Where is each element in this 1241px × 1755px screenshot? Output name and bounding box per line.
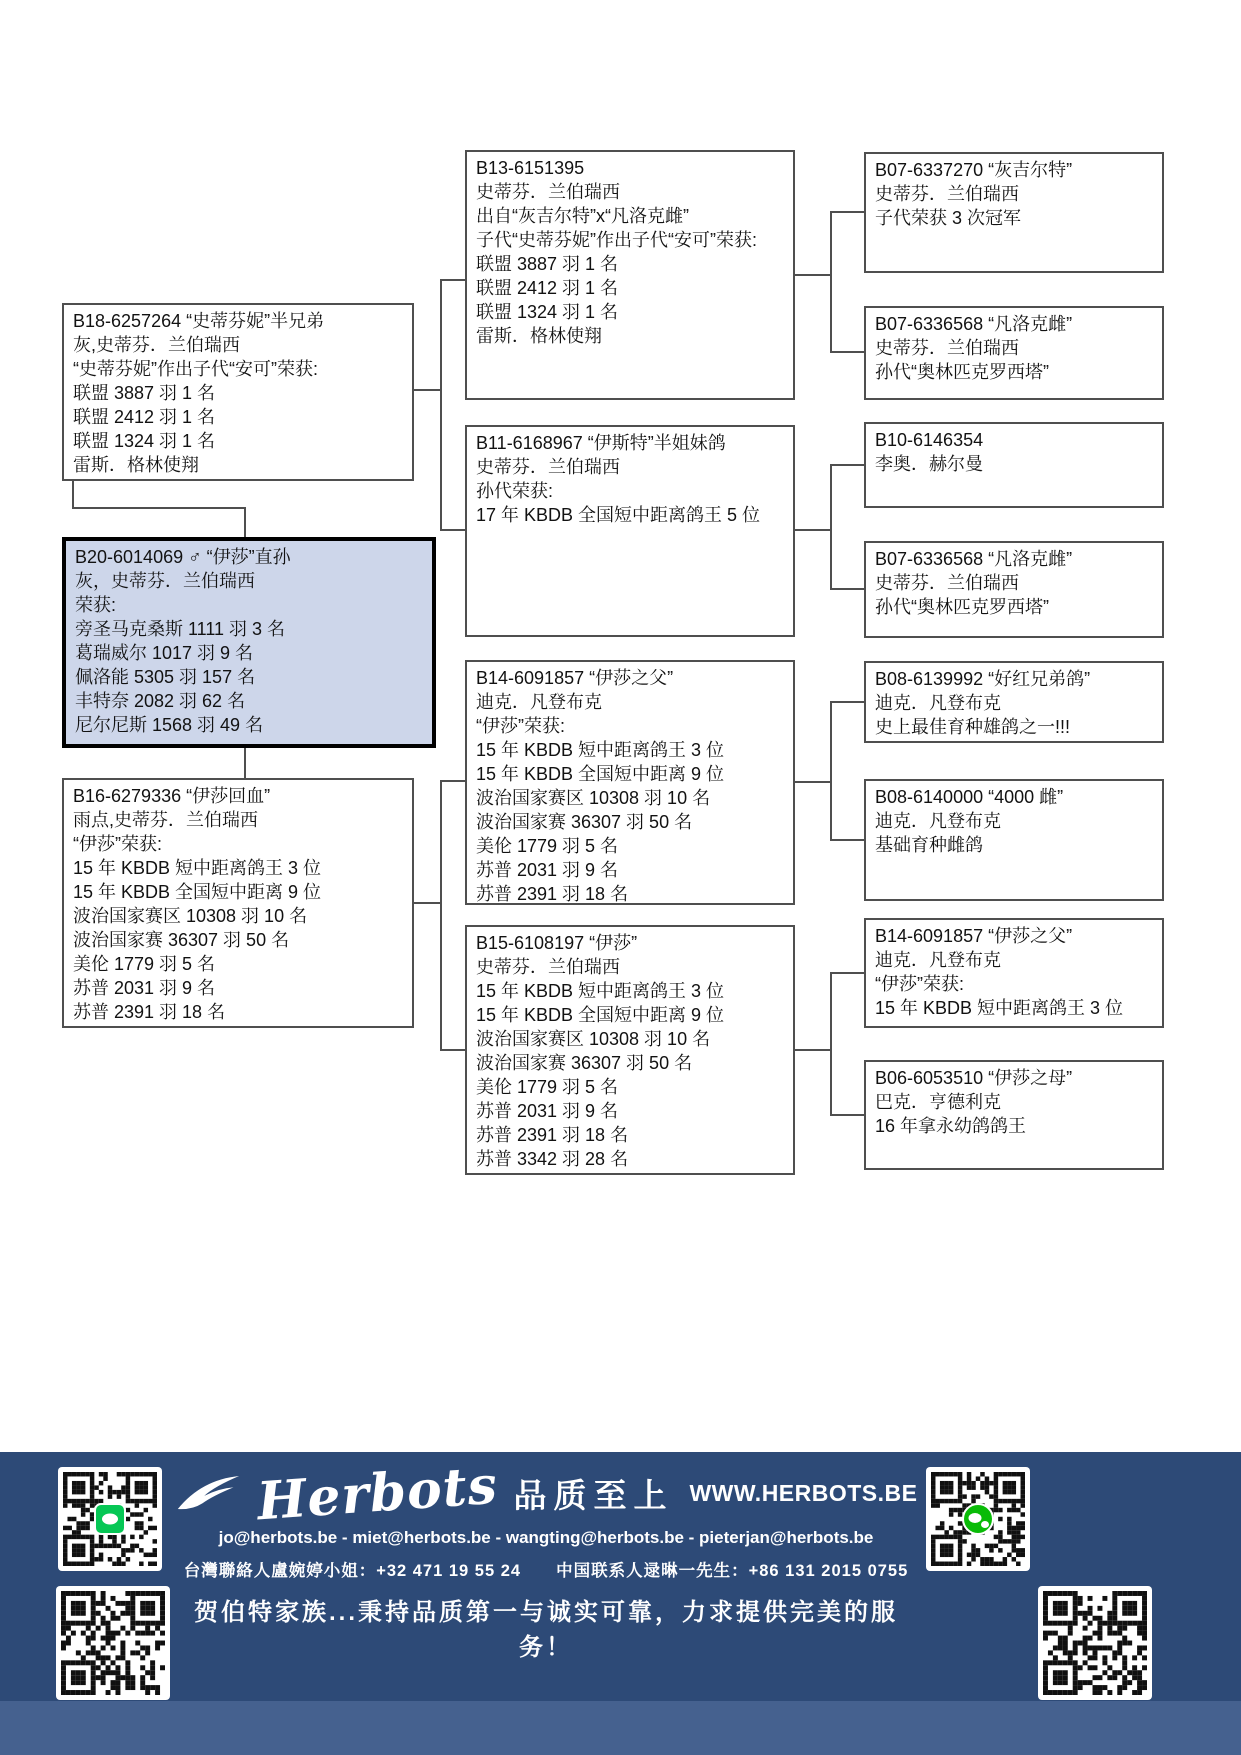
- connector-line: [830, 351, 864, 353]
- pedigree-text-line: 15 年 KBDB 短中距离鸽王 3 位: [73, 858, 322, 878]
- pedigree-text-line: 苏普 2031 羽 9 名: [476, 860, 619, 880]
- connector-line: [72, 507, 246, 509]
- pedigree-box-b20-subject: [62, 537, 436, 748]
- pedigree-box-b18: [62, 303, 414, 481]
- pedigree-text-line: 波治国家赛区 10308 羽 10 名: [476, 788, 711, 808]
- connector-line: [440, 780, 465, 782]
- pedigree-text-line: 子代荣获 3 次冠军: [875, 208, 1022, 228]
- pedigree-box-b07-valock: [864, 306, 1164, 400]
- pedigree-text-line: 联盟 1324 羽 1 名: [476, 302, 619, 322]
- pedigree-text-line: 苏普 3342 羽 28 名: [476, 1149, 629, 1169]
- pedigree-text-line: 旁圣马克桑斯 1111 羽 3 名: [75, 619, 286, 639]
- pedigree-text-line: 史蒂芬．兰伯瑞西: [476, 457, 620, 477]
- connector-line: [440, 1049, 465, 1051]
- connector-line: [72, 481, 74, 509]
- pedigree-text-line: 雨点,史蒂芬．兰伯瑞西: [73, 810, 258, 830]
- pedigree-text-line: B14-6091857 “伊莎之父”: [875, 926, 1073, 946]
- pedigree-box-b06-mother: [864, 1060, 1164, 1170]
- connector-line: [440, 780, 442, 1051]
- herbots-logo: Herbots: [254, 1454, 500, 1532]
- pedigree-text-line: B14-6091857 “伊莎之父”: [476, 668, 674, 688]
- qr-code-right-bottom: [1038, 1586, 1152, 1700]
- pedigree-text-line: B15-6108197 “伊莎”: [476, 933, 638, 953]
- pedigree-text-line: 15 年 KBDB 短中距离鸽王 3 位: [476, 981, 725, 1001]
- connector-line: [830, 464, 864, 466]
- pedigree-text-line: 迪克．凡登布克: [875, 811, 1001, 831]
- pedigree-text-line: 波治国家赛 36307 羽 50 名: [476, 1053, 693, 1073]
- pedigree-text-line: 苏普 2391 羽 18 名: [73, 1002, 226, 1022]
- pedigree-text-line: 雷斯．格林使翔: [476, 326, 602, 346]
- pedigree-text-line: 苏普 2031 羽 9 名: [73, 978, 216, 998]
- pedigree-text-line: B18-6257264 “史蒂芬妮”半兄弟: [73, 311, 325, 331]
- connector-line: [830, 211, 832, 353]
- pedigree-text-line: 佩洛能 5305 羽 157 名: [75, 667, 256, 687]
- pedigree-text-line: B10-6146354: [875, 430, 984, 450]
- pedigree-text-line: 迪克．凡登布克: [875, 950, 1001, 970]
- footer-bottom-strip: [0, 1701, 1241, 1755]
- wechat-icon: [962, 1503, 994, 1535]
- pedigree-text-line: 巴克．亨德利克: [875, 1092, 1001, 1112]
- connector-line: [795, 529, 831, 531]
- pedigree-text-line: 16 年拿永幼鸽鸽王: [875, 1116, 1027, 1136]
- connector-line: [830, 839, 864, 841]
- pedigree-text-line: 雷斯．格林使翔: [73, 455, 199, 475]
- connector-line: [414, 902, 440, 904]
- pedigree-text-line: B20-6014069 ♂ “伊莎”直孙: [75, 547, 291, 567]
- pedigree-text-line: 联盟 2412 羽 1 名: [73, 407, 216, 427]
- footer-tagline: 品质至上: [513, 1476, 674, 1514]
- footer-center: [172, 1452, 920, 1701]
- connector-line: [830, 701, 832, 841]
- pedigree-text-line: 葛瑞威尔 1017 羽 9 名: [75, 643, 254, 663]
- connector-line: [830, 972, 832, 1116]
- pedigree-text-line: B08-6139992 “好红兄弟鸽”: [875, 669, 1091, 689]
- pedigree-text-line: 子代“史蒂芬妮”作出子代“安可”荣获:: [476, 230, 757, 250]
- pedigree-text-line: 基础育种雌鸽: [875, 835, 983, 855]
- pedigree-text-line: 孙代“奥林匹克罗西塔”: [875, 362, 1049, 382]
- footer-slogan: 贺伯特家族...秉持品质第一与诚实可靠，力求提供完美的服务！: [193, 1599, 898, 1661]
- pedigree-text-line: 联盟 3887 羽 1 名: [476, 254, 619, 274]
- pedigree-box-b14-father: [864, 918, 1164, 1028]
- footer-emails: jo@herbots.be - miet@herbots.be - wangting@herbots.be - pieterjan@herbots.be: [218, 1528, 874, 1547]
- qr-code-wechat: [926, 1467, 1030, 1571]
- connector-line: [830, 464, 832, 590]
- pedigree-box-b14: [465, 660, 795, 905]
- pedigree-text-line: 联盟 1324 羽 1 名: [73, 431, 216, 451]
- pedigree-text-line: B07-6336568 “凡洛克雌”: [875, 314, 1073, 334]
- pedigree-text-line: 15 年 KBDB 全国短中距离 9 位: [476, 764, 725, 784]
- pedigree-text-line: 美伦 1779 羽 5 名: [476, 836, 619, 856]
- pedigree-box-b07-valock-2: [864, 541, 1164, 638]
- pedigree-box-b08-red: [864, 661, 1164, 743]
- pedigree-text-line: 史蒂芬．兰伯瑞西: [476, 957, 620, 977]
- pedigree-text-line: 丰特奈 2082 羽 62 名: [75, 691, 246, 711]
- connector-line: [244, 748, 246, 778]
- pedigree-box-b16: [62, 778, 414, 1028]
- pedigree-text-line: 15 年 KBDB 全国短中距离 9 位: [73, 882, 322, 902]
- pedigree-text-line: 苏普 2031 羽 9 名: [476, 1101, 619, 1121]
- connector-line: [414, 389, 440, 391]
- connector-line: [830, 1114, 864, 1116]
- connector-line: [830, 972, 864, 974]
- pedigree-text-line: 美伦 1779 羽 5 名: [73, 954, 216, 974]
- connector-line: [440, 279, 465, 281]
- pedigree-text-line: 史上最佳育种雄鸽之一!!!: [875, 717, 1071, 737]
- pedigree-text-line: B06-6053510 “伊莎之母”: [875, 1068, 1073, 1088]
- connector-line: [440, 529, 465, 531]
- pedigree-text-line: 苏普 2391 羽 18 名: [476, 1125, 629, 1145]
- pedigree-text-line: 灰，史蒂芬．兰伯瑞西: [75, 571, 255, 591]
- pedigree-text-line: 史蒂芬．兰伯瑞西: [875, 338, 1019, 358]
- pedigree-text-line: 迪克．凡登布克: [476, 692, 602, 712]
- footer-website: WWW.HERBOTS.BE: [689, 1479, 918, 1506]
- pedigree-text-line: B16-6279336 “伊莎回血”: [73, 786, 271, 806]
- qr-code-line: [58, 1467, 162, 1571]
- pedigree-box-b08-4000: [864, 779, 1164, 901]
- pedigree-text-line: 灰,史蒂芬．兰伯瑞西: [73, 335, 241, 355]
- pedigree-text-line: 15 年 KBDB 短中距离鸽王 3 位: [476, 740, 725, 760]
- pedigree-text-line: B11-6168967 “伊斯特”半姐妹鸽: [476, 433, 726, 453]
- pedigree-text-line: 波治国家赛 36307 羽 50 名: [73, 930, 290, 950]
- pedigree-box-b13: [465, 150, 795, 400]
- pedigree-text-line: B07-6337270 “灰吉尔特”: [875, 160, 1073, 180]
- pedigree-text-line: 苏普 2391 羽 18 名: [476, 884, 629, 904]
- pedigree-text-line: 史蒂芬．兰伯瑞西: [476, 182, 620, 202]
- pedigree-text-line: “史蒂芬妮”作出子代“安可”荣获:: [73, 359, 318, 379]
- pedigree-text-line: 出自“灰吉尔特”x“凡洛克雌”: [476, 206, 689, 226]
- connector-line: [440, 279, 442, 531]
- pedigree-text-line: 联盟 2412 羽 1 名: [476, 278, 619, 298]
- connector-line: [244, 507, 246, 537]
- connector-line: [830, 588, 864, 590]
- pedigree-box-b07-gijs: [864, 152, 1164, 273]
- pedigree-text-line: B08-6140000 “4000 雌”: [875, 787, 1064, 807]
- pedigree-text-line: 荣获:: [75, 595, 117, 615]
- pedigree-text-line: 史蒂芬．兰伯瑞西: [875, 184, 1019, 204]
- connector-line: [830, 701, 864, 703]
- connector-line: [795, 1049, 831, 1051]
- pedigree-text-line: 李奥．赫尔曼: [875, 454, 983, 474]
- pedigree-text-line: 史蒂芬．兰伯瑞西: [875, 573, 1019, 593]
- pedigree-text-line: 波治国家赛区 10308 羽 10 名: [73, 906, 308, 926]
- pedigree-text-line: 孙代“奥林匹克罗西塔”: [875, 597, 1049, 617]
- pedigree-text-line: 孙代荣获:: [476, 481, 554, 501]
- pedigree-box-b10: [864, 422, 1164, 508]
- pedigree-box-b15: [465, 925, 795, 1175]
- feather-icon: [175, 1473, 241, 1513]
- footer-contacts: 台灣聯絡人盧婉婷小姐：+32 471 19 55 24 中国联系人逯晽一先生：+86 131 2015 0755: [183, 1562, 909, 1580]
- pedigree-text-line: “伊莎”荣获:: [476, 716, 565, 736]
- connector-line: [830, 211, 864, 213]
- pedigree-text-line: 15 年 KBDB 全国短中距离 9 位: [476, 1005, 725, 1025]
- pedigree-text-line: 波治国家赛区 10308 羽 10 名: [476, 1029, 711, 1049]
- pedigree-text-line: 联盟 3887 羽 1 名: [73, 383, 216, 403]
- qr-code-left-bottom: [56, 1586, 170, 1700]
- pedigree-text-line: B07-6336568 “凡洛克雌”: [875, 549, 1073, 569]
- pedigree-text-line: 17 年 KBDB 全国短中距离鸽王 5 位: [476, 505, 761, 525]
- pedigree-text-line: B13-6151395: [476, 158, 585, 178]
- line-icon: [94, 1503, 126, 1535]
- pedigree-text-line: 尼尔尼斯 1568 羽 49 名: [75, 715, 264, 735]
- pedigree-text-line: 15 年 KBDB 短中距离鸽王 3 位: [875, 998, 1124, 1018]
- pedigree-text-line: “伊莎”荣获:: [73, 834, 162, 854]
- pedigree-box-b11: [465, 425, 795, 637]
- pedigree-text-line: 迪克．凡登布克: [875, 693, 1001, 713]
- connector-line: [795, 781, 831, 783]
- pedigree-text-line: 波治国家赛 36307 羽 50 名: [476, 812, 693, 832]
- connector-line: [795, 274, 831, 276]
- pedigree-text-line: “伊莎”荣获:: [875, 974, 964, 994]
- pedigree-text-line: 美伦 1779 羽 5 名: [476, 1077, 619, 1097]
